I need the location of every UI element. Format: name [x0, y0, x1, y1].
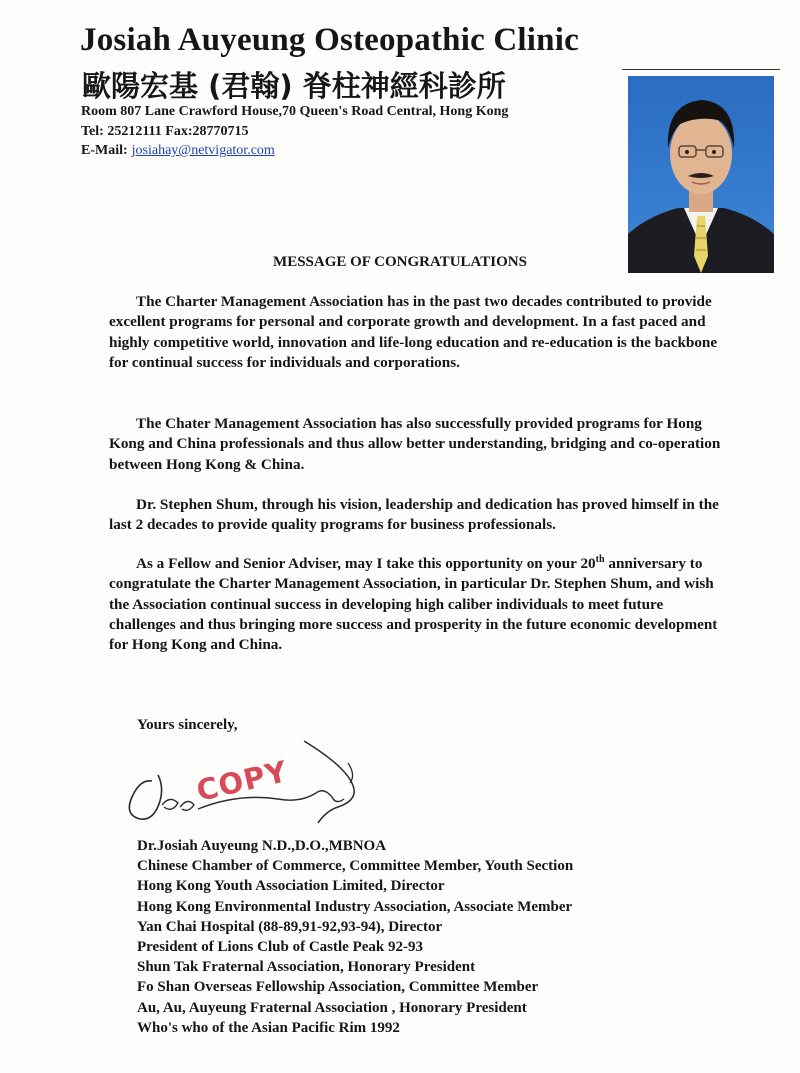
closing-salutation: Yours sincerely,: [137, 717, 238, 733]
credential-line: Chinese Chamber of Commerce, Committee Member, Youth Section: [137, 858, 574, 875]
header-rule: [622, 69, 780, 70]
credential-line: Hong Kong Youth Association Limited, Director: [137, 878, 445, 895]
paragraph-1: The Charter Management Association has in the past two decades contributed to provide excellent programs for personal and corporate growth and development. In a fast paced and highly competitive world, innovation and life-long education and re-education is the backbone for continual success for individuals and corporations.: [109, 293, 718, 371]
paragraph-4: As a Fellow and Senior Adviser, may I take this opportunity on your 20th anniversary to congratulate the Charter Management Association, in particular Dr. Stephen Shum, and wish the Association continual success in developing high caliber individuals to meet future challenges and thus bringing more success and prosperity in the future economic development for Hong Kong and China.: [109, 553, 718, 654]
paragraph-3: Dr. Stephen Shum, through his vision, leadership and dedication has proved himself in the last 2 decades to provide quality programs for business professionals.: [109, 496, 719, 534]
clinic-email-line: [81, 143, 275, 159]
email-label: E-Mail:: [81, 143, 128, 158]
credentials-list: [137, 836, 573, 1038]
clinic-name: Josiah Auyeung Osteopathic Clinic: [80, 22, 579, 58]
email-link[interactable]: josiahay@netvigator.com: [131, 143, 275, 158]
message-title: MESSAGE OF CONGRATULATIONS: [273, 254, 527, 270]
credential-line: Yan Chai Hospital (88-89,91-92,93-94), Director: [137, 918, 443, 935]
portrait-illustration: [628, 76, 774, 273]
credential-line: Dr.Josiah Auyeung N.D.,D.O.,MBNOA: [137, 838, 387, 854]
paragraph-2: The Chater Management Association has also successfully provided programs for Hong Kong and China professionals and thus allow better understanding, bridging and co-operation between Hong Kong & China.: [109, 415, 721, 473]
clinic-address: Room 807 Lane Crawford House,70 Queen's Road Central, Hong Kong: [81, 104, 509, 119]
clinic-phone-fax: Tel: 25212111 Fax:28770715: [81, 124, 249, 139]
portrait-photo: [628, 76, 774, 273]
credential-line: Who's who of the Asian Pacific Rim 1992: [137, 1019, 400, 1036]
credential-line: President of Lions Club of Castle Peak 92-93: [137, 939, 423, 956]
credential-line: Shun Tak Fraternal Association, Honorary President: [137, 959, 476, 976]
ordinal-suffix: th: [595, 553, 605, 565]
clinic-name-chinese: 歐陽宏基 (君翰) 脊柱神經科診所: [82, 69, 506, 103]
credential-line: Au, Au, Auyeung Fraternal Association , Honorary President: [137, 999, 527, 1016]
copy-stamp: COPY: [193, 754, 291, 808]
credential-line: Fo Shan Overseas Fellowship Association, Committee Member: [137, 979, 539, 996]
credential-line: Hong Kong Environmental Industry Association, Associate Member: [137, 898, 573, 915]
